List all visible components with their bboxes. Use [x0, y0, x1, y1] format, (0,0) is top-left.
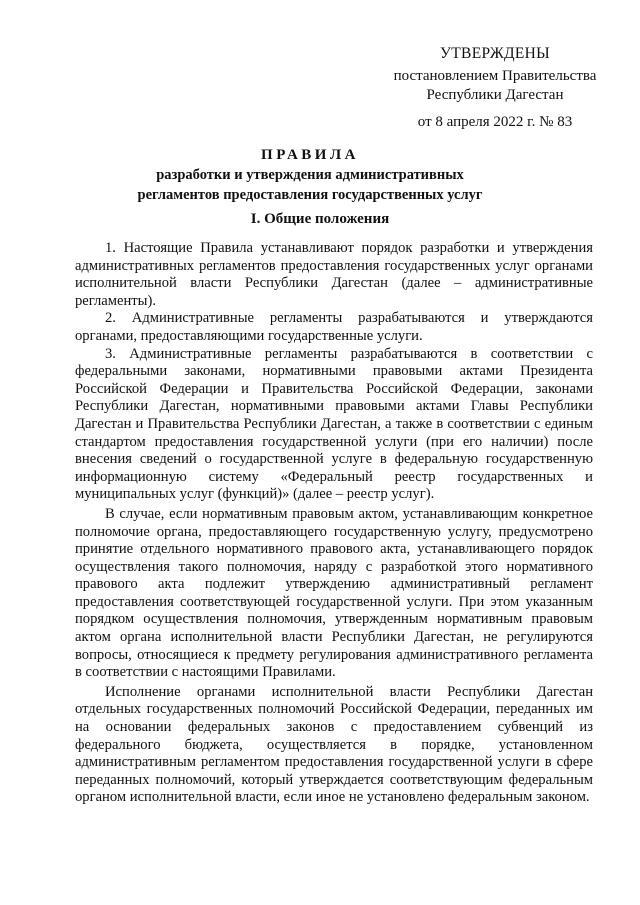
paragraph-2: 2. Административные регламенты разрабатываются и утверждаются органами, предоставляющими государственные услуги.: [75, 310, 593, 344]
document-body: [75, 240, 593, 807]
section-heading: I. Общие положения: [250, 211, 390, 227]
paragraph-5: Исполнение органами исполнительной власти Республики Дагестан отдельных государственных полномочий Российской Федерации, переданных им на основании федеральных законов с предоставлением субвенций из федерального бюджета, осуществляется в порядке, установленном административным регламентом предоставления государственной услуги в сфере переданных полномочий, который утверждается соответствующим федеральным органом исполнительной власти, если иное не установлено федеральным законом.: [75, 683, 593, 806]
paragraph-1: 1. Настоящие Правила устанавливают порядок разработки и утверждения административных регламентов предоставления государственных услуг органами исполнительной власти Республики Дагестан (далее – административные регламенты).: [75, 240, 593, 309]
approval-heading: УТВЕРЖДЕНЫ: [440, 45, 550, 62]
approval-line-2: Республики Дагестан: [426, 87, 564, 103]
paragraph-4: В случае, если нормативным правовым актом, устанавливающим конкретное полномочие органа, предоставляющего государственную услугу, предусмотрено принятие отдельного нормативного правового акта, устанавливающего порядок осуществления такого полномочия, наряду с разработкой этого нормативного правового акта подлежит утверждению административный регламент предоставления соответствующей государственной услуги. При этом указанным порядком осуществления полномочия, утвержденным нормативным правовым актом органа исполнительной власти Республики Дагестан, не регулируются вопросы, относящиеся к предмету регулирования административного регламента в соответствии с настоящими Правилами.: [75, 505, 593, 681]
approval-line-1: постановлением Правительства: [393, 68, 597, 84]
document-title: [60, 145, 560, 205]
approval-date: от 8 апреля 2022 г. № 83: [417, 114, 573, 130]
approval-stamp: [370, 44, 620, 132]
title-line-2: регламентов предоставления государственных услуг: [137, 187, 483, 203]
title-line-1: разработки и утверждения административных: [156, 167, 464, 183]
title-main: ПРАВИЛА: [261, 147, 359, 163]
paragraph-3: 3. Административные регламенты разрабатываются в соответствии с федеральными законами, нормативными правовыми актами Президента Российской Федерации и Правительства Российской Федерации, законами Республики Дагестан, нормативными правовыми актами Главы Республики Дагестан и Правительства Республики Дагестан, а также в соответствии с единым стандартом предоставления государственной услуги (при его наличии) после внесения сведений о государственной услуге в федеральную государственную информационную систему «Федеральный реестр государственных и муниципальных услуг (функций)» (далее – реестр услуг).: [75, 345, 593, 503]
